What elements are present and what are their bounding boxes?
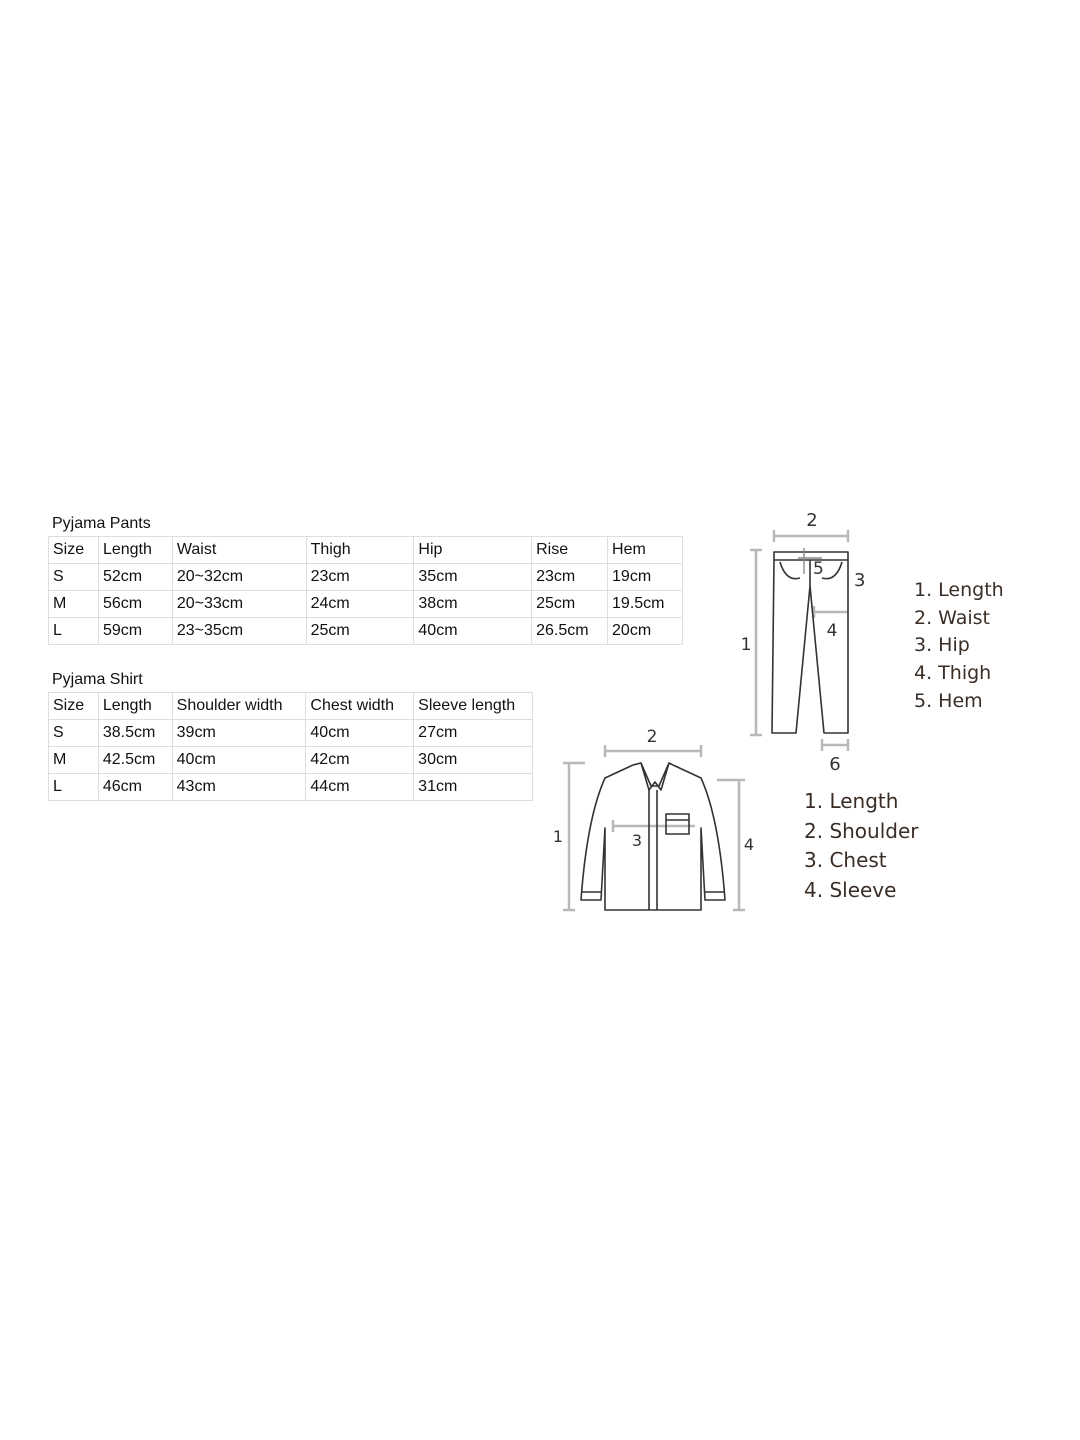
header-cell: Hem — [608, 537, 683, 564]
table-cell: L — [49, 774, 99, 801]
legend-item: 5. Hem — [914, 689, 983, 712]
table-cell: 40cm — [306, 720, 414, 747]
table-cell: 35cm — [414, 564, 532, 591]
header-cell: Thigh — [306, 537, 414, 564]
header-cell: Waist — [172, 537, 306, 564]
pants-mark-1: 1 — [740, 635, 752, 655]
table-cell: 19.5cm — [608, 591, 683, 618]
table-cell: 40cm — [172, 747, 306, 774]
table-cell: 23~35cm — [172, 618, 306, 645]
table-row — [49, 747, 533, 774]
table-row — [49, 720, 533, 747]
table-cell: 19cm — [608, 564, 683, 591]
table-cell: 31cm — [414, 774, 533, 801]
legend-item: 3. Chest — [804, 848, 887, 872]
table-cell: 25cm — [532, 591, 608, 618]
table-cell: 27cm — [414, 720, 533, 747]
shirt-mark-3: 3 — [631, 831, 643, 850]
table-cell: 25cm — [306, 618, 414, 645]
table-cell: M — [49, 591, 99, 618]
table-cell: S — [49, 720, 99, 747]
legend-item: 4. Sleeve — [804, 877, 897, 902]
shirt-mark-2: 2 — [646, 727, 658, 747]
table-cell: 23cm — [532, 564, 608, 591]
legend-item: 1. Length — [914, 579, 1004, 601]
legend-item: 1. Length — [804, 789, 899, 813]
header-cell: Shoulder width — [172, 693, 306, 720]
table-row — [49, 591, 683, 618]
table-cell: 59cm — [98, 618, 172, 645]
header-cell: Chest width — [306, 693, 414, 720]
table-cell: L — [49, 618, 99, 645]
header-cell: Hip — [414, 537, 532, 564]
table-cell: 40cm — [414, 618, 532, 645]
pants-caption: Pyjama Pants — [52, 515, 151, 532]
table-cell: 23cm — [306, 564, 414, 591]
pants-mark-2: 2 — [806, 510, 818, 531]
table-cell: 20~33cm — [172, 591, 306, 618]
table-cell: 26.5cm — [532, 618, 608, 645]
table-cell: 30cm — [414, 747, 533, 774]
shirt-size-table — [48, 692, 533, 801]
table-header-row — [49, 537, 683, 564]
header-cell: Length — [98, 693, 172, 720]
legend-item: 2. Waist — [914, 606, 991, 629]
header-cell: Rise — [532, 537, 608, 564]
table-cell: 38cm — [414, 591, 532, 618]
table-cell: 44cm — [306, 774, 414, 801]
legend-item: 4. Thigh — [914, 662, 992, 685]
table-row — [49, 564, 683, 591]
table-cell: 24cm — [306, 591, 414, 618]
table-cell: S — [49, 564, 99, 591]
pants-mark-4: 4 — [826, 621, 838, 641]
table-cell: 43cm — [172, 774, 306, 801]
pants-legend — [914, 577, 1004, 716]
table-cell: 42.5cm — [98, 747, 172, 774]
pants-mark-3: 3 — [854, 570, 866, 591]
legend-item: 3. Hip — [914, 634, 970, 657]
shirt-mark-4: 4 — [743, 835, 755, 854]
header-cell: Length — [98, 537, 172, 564]
table-row — [49, 618, 683, 645]
legend-item: 2. Shoulder — [804, 818, 919, 843]
shirt-mark-1: 1 — [552, 827, 564, 846]
pants-mark-6: 6 — [829, 754, 841, 775]
table-cell: M — [49, 747, 99, 774]
header-cell: Size — [49, 693, 99, 720]
table-cell: 38.5cm — [98, 720, 172, 747]
header-cell: Size — [49, 537, 99, 564]
pants-size-table — [48, 536, 683, 645]
table-cell: 46cm — [98, 774, 172, 801]
table-cell: 42cm — [306, 747, 414, 774]
table-cell: 20cm — [608, 618, 683, 645]
table-cell: 56cm — [98, 591, 172, 618]
table-cell: 20~32cm — [172, 564, 306, 591]
pants-mark-5: 5 — [813, 559, 824, 579]
shirt-diagram-icon — [545, 720, 765, 920]
table-row — [49, 774, 533, 801]
table-cell: 52cm — [98, 564, 172, 591]
shirt-caption: Pyjama Shirt — [52, 671, 143, 688]
header-cell: Sleeve length — [414, 693, 533, 720]
shirt-legend — [804, 787, 919, 905]
table-header-row — [49, 693, 533, 720]
table-cell: 39cm — [172, 720, 306, 747]
